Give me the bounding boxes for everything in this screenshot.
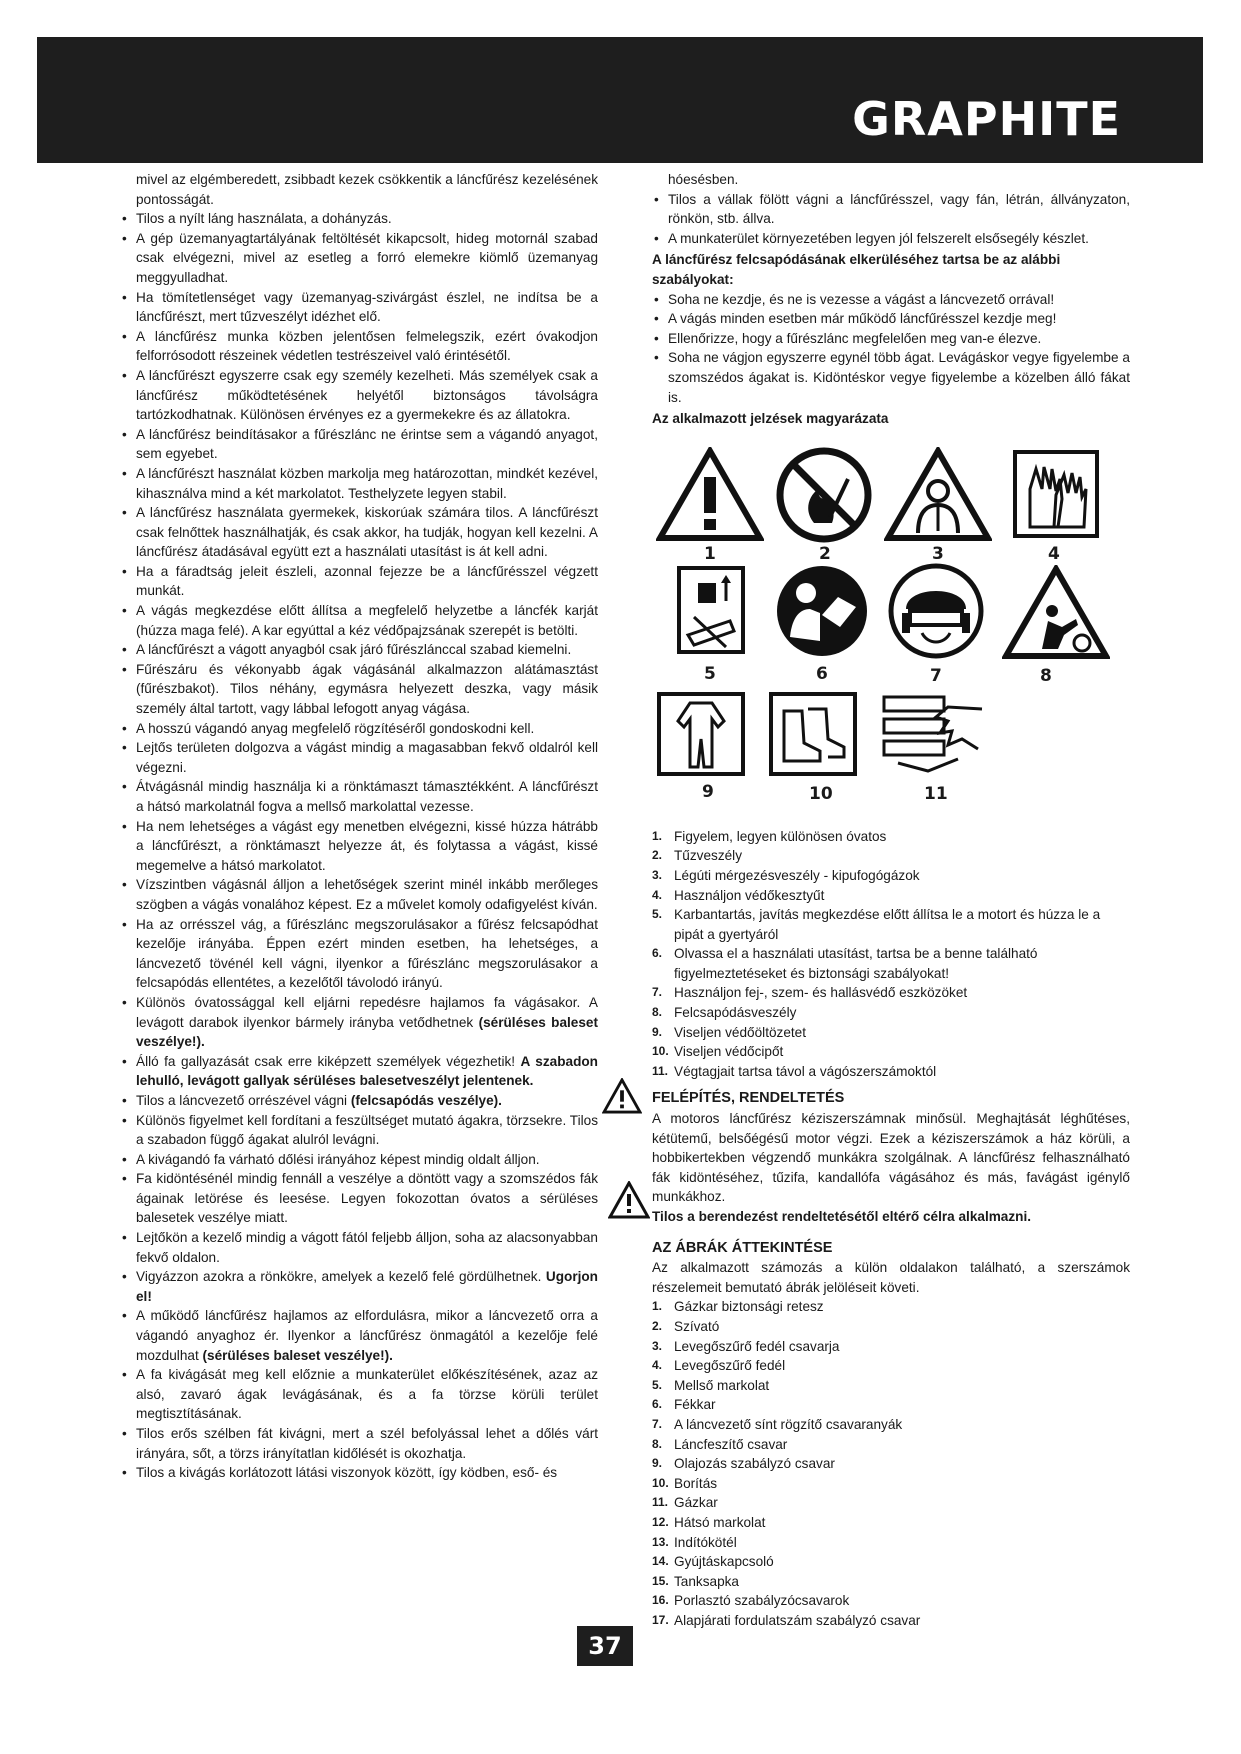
item-number: 5. [652,907,663,922]
list-item [120,817,598,876]
list-item-text: A kivágandó fa várható dőlési irányához képest mindig oldalt álljon. [136,1151,540,1167]
item-text: Alapjárati fordulatszám szabályzó csavar [674,1612,921,1628]
list-item-text: A működő láncfűrész hajlamos az elfordulásra, mikor a láncvezető orra a vágandó anyaghoz ér. Ilyenkor a láncfűrész önmagától a kezelője felé mozdulhat [136,1308,598,1363]
item-text: Olvassa el a használati utasítást, tartsa be a benne található figyelmeztetéseket és biztonsági szabályokat! [674,946,1038,981]
right-column [652,170,1130,1630]
safety-rules-list [120,170,598,1483]
list-item [120,1424,598,1463]
item-number: 14. [652,1554,669,1569]
kickback-hazard-icon [1002,565,1110,660]
item-text: Gázkar [674,1495,718,1511]
protective-gloves-icon [1012,449,1100,539]
item-number: 15. [652,1573,669,1588]
item-text: Indítókötél [674,1534,737,1550]
icon-number: 4 [1048,543,1060,564]
numbered-item [652,866,1130,886]
item-number: 8. [652,1436,663,1451]
item-number: 9. [652,1456,663,1471]
list-item-text: mivel az elgémberedett, zsibbadt kezek csökkentik a láncfűrész kezelésének pontosságát. [136,172,598,207]
list-item-text: Ha az orrésszel vág, a fűrészlánc megszorulásakor a fűrész felcsapódhat kezelője irányába. Éppen ezért minden esetben, ha lehetséges, a láncvezető tövénél kell vágni, ilyenkor a fűrészlánc megszorulásakor a felcsapódás ellentétes, a kezelőtől távolodó irányú. [136,916,598,991]
numbered-item [652,886,1130,906]
list-item [120,915,598,993]
safety-rules-list-cont [652,170,1130,248]
page-number: 37 [577,1626,633,1666]
numbered-item [652,1395,1130,1415]
item-text: Viseljen védőcipőt [674,1044,784,1060]
item-number: 4. [652,1358,663,1373]
list-item [120,601,598,640]
item-text: Használjon fej-, szem- és hallásvédő eszközöket [674,985,968,1001]
safety-boots-icon [768,691,858,777]
list-item-text: Tilos a láncvezető orrészével vágni [136,1092,351,1108]
item-text: Hátsó markolat [674,1514,766,1530]
list-item [652,229,1130,249]
item-number: 11. [652,1063,669,1078]
item-text: Figyelem, legyen különösen óvatos [674,828,887,844]
item-text: Olajozás szabályzó csavar [674,1456,835,1472]
numbered-item [652,1435,1130,1455]
list-item [120,1463,598,1483]
list-item-emphasis: (sérüléses baleset veszélye!). [202,1347,393,1363]
list-item [120,425,598,464]
list-item: • Soha ne vágjon egyszerre egynél több ágat. Levágáskor vegye figyelembe a szomszédos ágakat is. Kidöntéskor vegye figyelembe a közelben álló fákat is. [652,348,1130,407]
list-item [120,1111,598,1150]
list-item-emphasis: A szabadon lehulló, levágott gallyak sérüléses balesetveszélyt jelentenek. [136,1053,598,1089]
list-item-text: A láncfűrészt használat közben markolja meg határozottan, mindkét kezével, kihasználva mind a két markolatot. Testhelyzete legyen stabil. [136,465,598,501]
item-number: 3. [652,867,663,882]
list-item: • Ellenőrizze, hogy a fűrészlánc megfelelően meg van-e élezve. [652,329,1130,349]
list-item [120,1052,598,1091]
list-item: • Soha ne kezdje, és ne is vezesse a vágást a láncvezető orrával! [652,290,1130,310]
icon-number: 8 [1040,665,1052,686]
list-item [120,1267,598,1306]
icon-number: 9 [702,781,714,802]
numbered-item [652,1042,1130,1062]
list-item [652,190,1130,229]
item-number: 4. [652,887,663,902]
icon-number: 3 [932,543,944,564]
list-item-text: A fa kivágását meg kell előznie a munkaterület előkészítésének, azaz az alsó, zavaró ágak levágásának, és a fa törzse körüli terület megtisztításának. [136,1367,598,1422]
list-item [120,1091,598,1111]
list-item [120,777,598,816]
numbered-item [652,827,1130,847]
list-item-text: Ha nem lehetséges a vágást egy menetben elvégezni, kissé húzza hátrább a láncfűrészt, a rönktámaszt helyezze át, és folytassa a vágást, kissé megemelve a hátsó markolatot. [136,818,598,873]
symbols-header: Az alkalmazott jelzések magyarázata [652,411,889,427]
protective-clothing-icon [656,691,746,777]
item-text: Fékkar [674,1397,716,1413]
item-number: 16. [652,1593,669,1608]
list-item [120,738,598,777]
item-text: Szívató [674,1318,720,1334]
list-item-text: A láncfűrészt egyszerre csak egy személy kezelheti. Más személyek csak a láncfűrész működtetésének helyétől biztonságos távolságra tartózkodhatnak. Különösen érvényes ez a gyermekekre és az állatokra. [136,367,598,423]
warning-icon [602,1078,642,1114]
list-item-text: Tilos a vállak fölött vágni a láncfűrésszel, vagy fán, létrán, állványzaton, rönkön, stb. állva. [668,191,1130,227]
list-item [120,719,598,739]
numbered-item [652,1337,1130,1357]
list-item [120,288,598,327]
item-number: 1. [652,1299,663,1314]
list-item [120,229,598,288]
list-item-text: Tilos a nyílt láng használata, a dohányzás. [136,211,392,227]
kickback-rules-list [652,290,1130,408]
icon-number: 11 [924,783,948,804]
list-item [120,464,598,503]
item-text: Tűzveszély [674,848,742,864]
list-item: • A vágás minden esetben már működő láncfűrésszel kezdje meg! [652,309,1130,329]
construction-text: A motoros láncfűrész kéziszerszámnak minősül. Meghajtását léghűtéses, kétütemű, belsőégésű motor végzi. Ezek a kéziszerszámok a ház körüli, a hobbikertekben végzendő munkákra szolgálnak. A láncfűrész felhasználható fák kidöntéséhez, tűzifa, kandallófa vágásához és más, favágást igénylő munkákhoz. [652,1111,1130,1205]
item-text: Láncfeszítő csavar [674,1436,788,1452]
icon-number: 5 [704,663,716,684]
list-item [120,1150,598,1170]
kickback-header: A láncfűrész felcsapódásának elkerüléséhez tartsa be az alábbi szabályokat: [652,252,1061,287]
numbered-item [652,846,1130,866]
numbered-item [652,1356,1130,1376]
list-item [120,660,598,719]
icon-number: 1 [704,543,716,564]
item-number: 11. [652,1495,669,1510]
list-item-text: A munkaterület környezetében legyen jól felszerelt elsősegély készlet. [668,230,1089,246]
item-text: Légúti mérgezésveszély - kipufogógázok [674,867,920,883]
numbered-item [652,1533,1130,1553]
item-number: 13. [652,1534,669,1549]
icon-number: 7 [930,665,942,686]
numbered-item [652,1003,1130,1023]
construction-header: FELÉPÍTÉS, RENDELTETÉS [652,1090,845,1107]
brand-logo: GRAPHITE [852,92,1121,146]
item-number: 7. [652,1416,663,1431]
list-item-text: Ha tömítetlenséget vagy üzemanyag-szivárgást észlel, ne indítsa be a láncfűrészt, mert tűzveszélyt idézhet elő. [136,289,598,325]
list-item-text: Álló fa gallyazását csak erre kiképzett személyek végezhetik! [136,1053,521,1069]
list-item [120,209,598,229]
item-text: Gázkar biztonsági retesz [674,1299,824,1315]
list-item [120,1228,598,1267]
list-item [120,640,598,660]
read-manual-icon [774,563,870,659]
list-item [120,993,598,1052]
item-text: Végtagjait tartsa távol a vágószerszámoktól [674,1063,937,1079]
exhaust-fumes-icon [884,447,992,542]
warning-icon [656,447,764,542]
item-number: 1. [652,828,663,843]
item-number: 6. [652,946,663,961]
item-number: 7. [652,985,663,1000]
list-item [120,503,598,562]
numbered-item [652,1376,1130,1396]
icon-number: 2 [819,543,831,564]
numbered-item [652,1611,1130,1631]
numbered-item [652,1454,1130,1474]
list-item-text: Fűrészáru és vékonyabb ágak vágásánál alkalmazzon alátámasztást (fűrészbakot). Tilos néhány, egymásra helyezett deszka, vagy másik személy által tartott, vagy lábbal lefogott anyag vágása. [136,661,598,717]
list-item-text: A láncfűrész beindításakor a fűrészlánc ne érintse sem a vágandó anyagot, sem egyebet. [136,426,598,462]
list-item-emphasis: (sérüléses baleset veszélye!). [136,1014,598,1050]
numbered-item [652,1552,1130,1572]
item-text: Gyújtáskapcsoló [674,1554,774,1570]
item-number: 12. [652,1514,669,1529]
numbered-item [652,1591,1130,1611]
numbered-item [652,983,1130,1003]
overview-header: AZ ÁBRÁK ÁTTEKINTÉSE [652,1239,833,1256]
list-item-text: A láncfűrészt a vágott anyagból csak járó fűrészlánccal szabad kiemelni. [136,642,572,658]
safety-symbols-grid [652,435,1130,809]
list-item-text: Ha a fáradtság jeleit észleli, azonnal fejezze be a láncfűrésszel végzett munkát. [136,563,598,599]
numbered-item [652,905,1130,944]
keep-hands-away-icon [878,689,986,779]
numbered-item [652,1513,1130,1533]
item-text: A láncvezető sínt rögzítő csavaranyák [674,1416,903,1432]
warning-icon [608,1181,650,1219]
list-item [120,366,598,425]
item-text: Levegőszűrő fedél [674,1358,786,1374]
list-item-text: Különös óvatossággal kell eljárni repedésre hajlamos fa vágásakor. A levágott darabok ilyenkor bármely irányba vetődhetnek [136,994,598,1030]
item-number: 17. [652,1612,669,1627]
item-text: Tanksapka [674,1573,739,1589]
item-number: 10. [652,1044,669,1059]
list-item-text: Lejtőkön a kezelő mindig a vágott fától feljebb álljon, soha az alacsonyabban fekvő oldalon. [136,1230,598,1265]
list-item-text: Vigyázzon azokra a rönkökre, amelyek a kezelő felé gördülhetnek. [136,1269,546,1285]
list-item-text: Átvágásnál mindig használja ki a rönktámaszt támasztékként. A láncfűrészt a hátsó markolatnál fogva a mellső markolattal vezesse. [136,779,598,814]
numbered-item [652,1493,1130,1513]
item-number: 2. [652,1318,663,1333]
item-number: 6. [652,1397,663,1412]
list-item-text: A gép üzemanyagtartályának feltöltését kikapcsolt, hideg motornál szabad csak elvégezni, mivel az esetleg a forró elemekre kiömlő üzemanyag meggyulladhat. [136,230,598,285]
list-item-text: hóesésben. [668,172,739,187]
list-item [120,170,598,209]
list-item [120,562,598,601]
list-item-text: Fa kidöntésénél mindig fennáll a veszélye a döntött vagy a szomszédos fák ágainak letörése és leesése. Legyen fokozottan óvatos a sérüléses balesetek veszélye miatt. [136,1171,598,1226]
item-number: 9. [652,1024,663,1039]
list-item-text: A hosszú vágandó anyag megfelelő rögzítéséről gondoskodni kell. [136,720,535,736]
item-number: 5. [652,1377,663,1392]
numbered-item [652,1317,1130,1337]
list-item-text: A láncfűrész használata gyermekek, kiskorúak számára tilos. A láncfűrészt csak felnőttek használhatják, és csak akkor, ha tudják, hogyan kell kezelni. A láncfűrész átadásával együtt ezt a használati utasítást is át kell adni. [136,505,598,560]
list-item-text: Különös figyelmet kell fordítani a feszültséget mutató ágakra, törzsekre. Tilos a szabadon függő ágakat alulról levágni. [136,1112,598,1148]
item-number: 3. [652,1338,663,1353]
item-text: Borítás [674,1475,718,1491]
list-item [120,327,598,366]
list-item [120,1169,598,1228]
list-item [120,875,598,914]
item-text: Levegőszűrő fedél csavarja [674,1338,840,1354]
no-open-flame-icon [774,445,874,545]
list-item [652,170,1130,190]
item-text: Porlasztó szabályzócsavarok [674,1593,850,1609]
item-text: Viseljen védőöltözetet [674,1024,807,1040]
numbered-item [652,1062,1130,1082]
list-item-emphasis: (felcsapódás veszélye). [350,1092,502,1108]
maintenance-icon [676,565,746,655]
item-text: Felcsapódásveszély [674,1005,797,1021]
left-column [120,170,598,1483]
item-text: Használjon védőkesztyűt [674,887,825,903]
numbered-item [652,944,1130,983]
item-text: Mellső markolat [674,1377,770,1393]
list-item-text: Tilos erős szélben fát kivágni, mert a szél befolyással lehet a dőlés várt irányára, sőt, a törzs irányítatlan kidőlését is okozhatja. [136,1426,598,1461]
item-number: 10. [652,1475,669,1490]
list-item-emphasis: Ugorjon el! [136,1269,598,1304]
symbols-legend-list [652,827,1130,1082]
item-number: 2. [652,848,663,863]
icon-number: 10 [809,783,833,804]
numbered-item [652,1572,1130,1592]
construction-warning: Tilos a berendezést rendeltetésétől eltérő célra alkalmazni. [652,1209,1032,1224]
head-eye-ear-protection-icon [888,563,984,659]
item-number: 8. [652,1005,663,1020]
list-item-text: A láncfűrész munka közben jelentősen felmelegszik, ezért óvakodjon felforrósodott részeinek védetlen testrészeivel való érintésétől. [136,328,598,364]
list-item [120,1365,598,1424]
list-item-text: A vágás megkezdése előtt állítsa a megfelelő helyzetbe a láncfék karját (húzza maga felé). A kar egyúttal a kéz védőpajzsának szerepét is betölti. [136,603,598,638]
overview-text: Az alkalmazott számozás a külön oldalakon található, a szerszámok részelemeit bemutató ábrák jelöléseit követi. [652,1260,1130,1295]
numbered-item [652,1297,1130,1317]
list-item [120,1306,598,1365]
page-header [37,37,1203,163]
icon-number: 6 [816,663,828,684]
parts-list [652,1297,1130,1630]
list-item-text: Vízszintben vágásnál álljon a lehetőségek szerint minél inkább merőleges szögben a vágás vonalához képest. Ez a művelet komoly odafigyelést kíván. [136,877,598,912]
item-text: Karbantartás, javítás megkezdése előtt állítsa le a motort és húzza le a pipát a gyertyáról [674,907,1101,942]
list-item-text: Tilos a kivágás korlátozott látási viszonyok között, így ködben, eső- és [136,1465,558,1481]
numbered-item [652,1415,1130,1435]
numbered-item [652,1474,1130,1494]
numbered-item [652,1023,1130,1043]
list-item-text: Lejtős területen dolgozva a vágást mindig a magasabban fekvő oldalról kell végezni. [136,740,598,775]
